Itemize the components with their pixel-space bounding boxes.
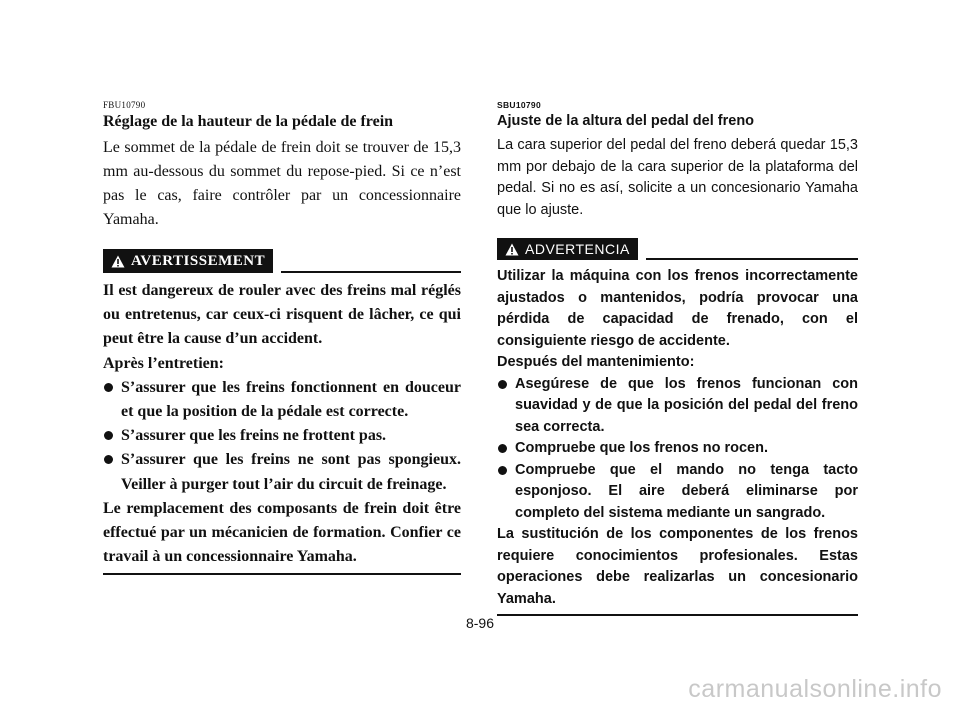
french-column xyxy=(103,100,461,575)
warning-label: ADVERTENCIA xyxy=(525,241,630,257)
bullet-list xyxy=(497,374,858,525)
closing-text: La sustitución de los componentes de los frenos requiere conocimientos profesionales. Estas operaciones debe realizarlas un concesionario Yamaha. xyxy=(497,526,858,607)
bullet-dot-icon xyxy=(104,383,113,392)
list-item: Compruebe que el mando no tenga tacto esponjoso. El aire deberá eliminarse por completo del sistema mediante un sangrado. xyxy=(497,460,858,525)
warning-rule xyxy=(646,258,858,260)
warning-label: AVERTISSEMENT xyxy=(131,252,266,269)
warning-body xyxy=(103,279,461,569)
watermark: carmanualsonline.info xyxy=(688,675,942,703)
closing-text: Le remplacement des composants de frein doit être effectué par un mécanicien de formation. Confier ce travail à un concessionnaire Yamaha. xyxy=(103,499,461,566)
bullet-list xyxy=(103,376,461,497)
intro-paragraph: La cara superior del pedal del freno deberá quedar 15,3 mm por debajo de la cara superior de la plataforma del pedal. Si no es así, solicite a un concesionario Yamaha que lo ajuste. xyxy=(497,137,858,218)
list-item: S’assurer que les freins fonctionnent en douceur et que la position de la pédale est correcte. xyxy=(103,376,461,424)
bullet-dot-icon xyxy=(498,466,507,475)
section-code: SBU10790 xyxy=(497,100,541,110)
warning-badge xyxy=(497,238,638,260)
warning-triangle-icon xyxy=(111,255,125,268)
bullet-dot-icon xyxy=(498,380,507,389)
section-title: Ajuste de la altura del pedal del freno xyxy=(497,113,755,129)
list-item: S’assurer que les freins ne sont pas spongieux. Veiller à purger tout l’air du circuit de freinage. xyxy=(103,448,461,496)
warning-triangle-icon xyxy=(505,243,519,256)
warning-rule xyxy=(281,271,461,273)
after-service-label: Après l’entretien: xyxy=(103,354,224,372)
warning-header xyxy=(103,249,461,273)
spanish-column xyxy=(497,100,858,616)
warning-end-rule xyxy=(103,573,461,575)
warning-text: Il est dangereux de rouler avec des freins mal réglés ou entretenus, car ceux-ci risquent de lâcher, ce qui peut être la cause d’un accident. xyxy=(103,282,461,348)
section-title: Réglage de la hauteur de la pédale de frein xyxy=(103,113,394,130)
intro-paragraph: Le sommet de la pédale de frein doit se trouver de 15,3 mm au-dessous du sommet du repose-pied. Si ce n’est pas le cas, faire contrôler par un concessionnaire Yamaha. xyxy=(103,139,461,228)
bullet-dot-icon xyxy=(498,444,507,453)
after-service-label: Después del mantenimiento: xyxy=(497,354,695,370)
warning-header xyxy=(497,238,858,260)
list-item: Compruebe que los frenos no rocen. xyxy=(497,438,858,460)
list-item: S’assurer que les freins ne frottent pas. xyxy=(103,424,461,448)
list-item: Asegúrese de que los frenos funcionan con suavidad y de que la posición del pedal del freno sea correcta. xyxy=(497,374,858,439)
page-number: 8-96 xyxy=(465,615,495,631)
warning-text: Utilizar la máquina con los frenos incorrectamente ajustados o mantenidos, podría provocar una pérdida de capacidad de frenado, con el consiguiente riesgo de accidente. xyxy=(497,268,858,349)
warning-body xyxy=(497,266,858,610)
section-code: FBU10790 xyxy=(103,100,146,110)
warning-badge xyxy=(103,249,273,273)
bullet-dot-icon xyxy=(104,431,113,440)
bullet-dot-icon xyxy=(104,455,113,464)
